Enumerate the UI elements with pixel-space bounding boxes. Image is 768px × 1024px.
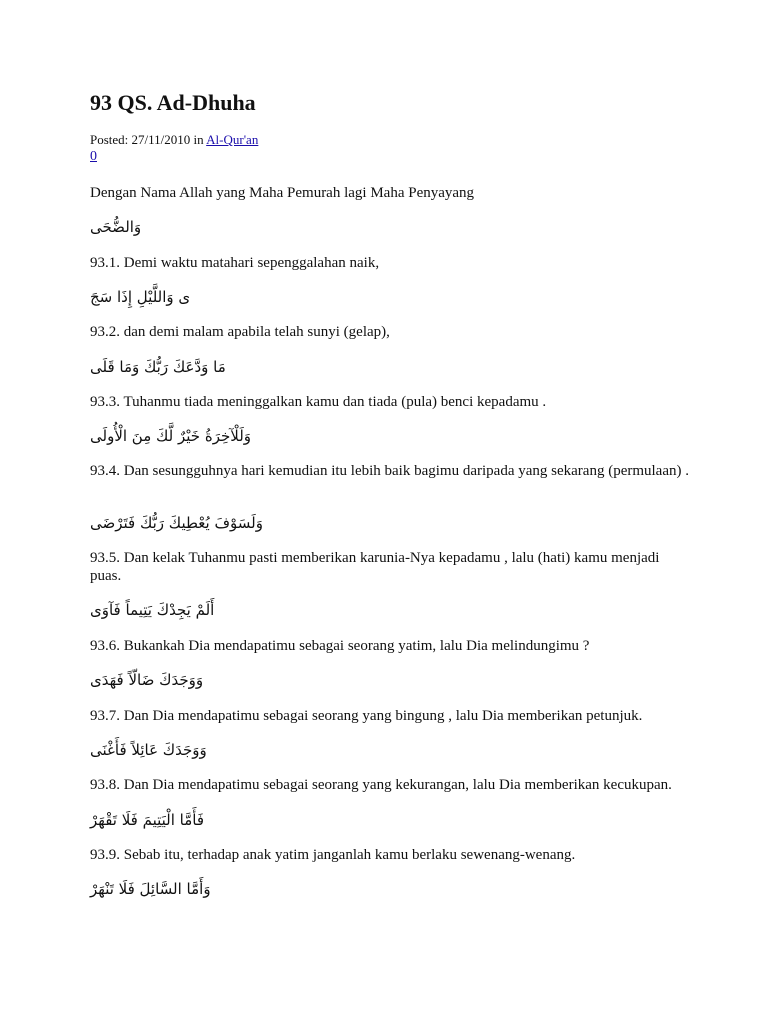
verse-6-translation: 93.6. Bukankah Dia mendapatimu sebagai seorang yatim, lalu Dia melindungimu ? [90,638,590,654]
verse-5-translation: 93.5. Dan kelak Tuhanmu pasti memberikan karunia-Nya kepadamu , lalu (hati) kamu menjadi puas. [90,550,660,584]
verse-8-arabic: وَوَجَدَكَ عَائِلاً فَأَغْنَى [90,741,207,759]
verse-8-translation: 93.8. Dan Dia mendapatimu sebagai seorang yang kekurangan, lalu Dia memberikan kecukupan. [90,777,672,793]
intro-text: Dengan Nama Allah yang Maha Pemurah lagi Maha Penyayang [90,185,475,201]
verse-4-translation: 93.4. Dan sesungguhnya hari kemudian itu lebih baik bagimu daripada yang sekarang (permulaan) . [90,463,689,479]
verse-7-translation: 93.7. Dan Dia mendapatimu sebagai seorang yang bingung , lalu Dia memberikan petunjuk. [90,708,643,724]
verse-3-translation: 93.3. Tuhanmu tiada meninggalkan kamu dan tiada (pula) benci kepadamu . [90,394,547,410]
verse-3-arabic: مَا وَدَّعَكَ رَبُّكَ وَمَا قَلَى [90,358,226,376]
verse-4-arabic: وَلَلْآخِرَةُ خَيْرٌ لَّكَ مِنَ الْأُولَى [90,427,252,445]
post-title: 93 QS. Ad-Dhuha [90,90,256,115]
verse-5-arabic: وَلَسَوْفَ يُعْطِيكَ رَبُّكَ فَتَرْضَى [90,514,263,532]
post-meta [90,132,258,148]
posted-date: Posted: 27/11/2010 in [90,132,207,147]
verse-1-arabic: وَالضُّحَى [90,218,142,236]
verse-7-arabic: وَوَجَدَكَ ضَالّاً فَهَدَى [90,671,204,689]
verse-2-arabic: ى وَاللَّيْلِ إِذَا سَجَ [90,288,191,306]
comments-count-link[interactable]: 0 [90,149,97,164]
verse-1-translation: 93.1. Demi waktu matahari sepenggalahan naik, [90,255,380,271]
verse-10-arabic: وَأَمَّا السَّائِلَ فَلَا تَنْهَرْ [90,880,211,898]
verse-6-arabic: أَلَمْ يَجِدْكَ يَتِيماً فَآوَى [90,601,215,619]
verse-9-arabic: فَأَمَّا الْيَتِيمَ فَلَا تَقْهَرْ [90,811,205,829]
verse-9-translation: 93.9. Sebab itu, terhadap anak yatim janganlah kamu berlaku sewenang-wenang. [90,847,576,863]
category-link[interactable]: Al-Qur'an [206,132,259,147]
verse-2-translation: 93.2. dan demi malam apabila telah sunyi (gelap), [90,324,390,340]
